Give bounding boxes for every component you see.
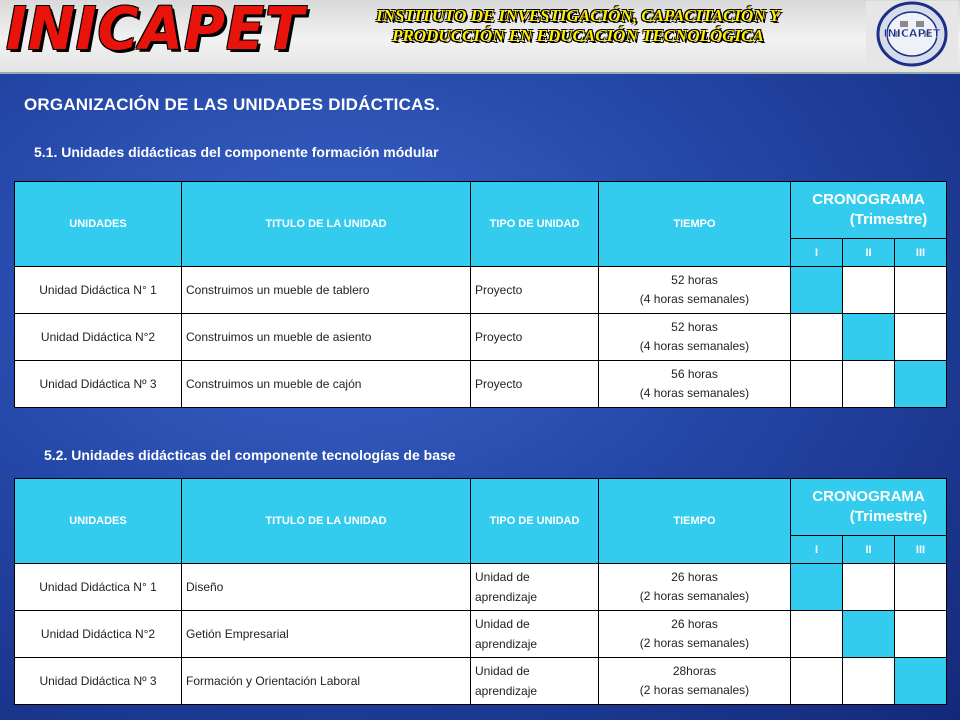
- schedule-cell-trimestre-1: [791, 564, 843, 611]
- col-header-trimestre-2: II: [843, 536, 895, 564]
- cell-unidad: Unidad Didáctica N° 1: [15, 267, 182, 314]
- schedule-cell-trimestre-3: [895, 611, 947, 658]
- table-row: [15, 267, 947, 314]
- cell-tiempo-horas: 26 horas: [671, 617, 718, 631]
- cell-tipo-line1: Unidad de: [475, 617, 530, 631]
- cronograma-label: CRONOGRAMA: [812, 488, 925, 505]
- col-header-trimestre-1: I: [791, 536, 843, 564]
- schedule-cell-trimestre-3: [895, 564, 947, 611]
- col-header-cronograma: [791, 479, 947, 536]
- cell-tiempo: [599, 564, 791, 611]
- schedule-cell-trimestre-1: [791, 611, 843, 658]
- cell-tipo-line1: Unidad de: [475, 664, 530, 678]
- cell-tipo-line2: aprendizaje: [475, 637, 538, 651]
- cell-tiempo: [599, 611, 791, 658]
- table-row: [15, 361, 947, 408]
- cell-tiempo: [599, 361, 791, 408]
- cell-titulo: Diseño: [182, 564, 471, 611]
- cell-unidad: Unidad Didáctica N° 1: [15, 564, 182, 611]
- cell-tiempo: [599, 267, 791, 314]
- cell-tipo: [471, 658, 599, 705]
- section1-title: 5.1. Unidades didácticas del componente formación módular: [34, 144, 439, 160]
- cell-tipo-line1: Unidad de: [475, 570, 530, 584]
- cell-unidad: Unidad Didáctica Nº 3: [15, 361, 182, 408]
- schedule-cell-trimestre-1: [791, 267, 843, 314]
- cell-titulo: Construimos un mueble de asiento: [182, 314, 471, 361]
- schedule-cell-trimestre-2: [843, 361, 895, 408]
- table-row: [15, 314, 947, 361]
- table-header-row: [15, 182, 947, 239]
- institute-name-line1: INSTITUTO DE INVESTIGACIÓN, CAPACITACIÓN Y: [376, 6, 780, 25]
- institute-name: [318, 6, 838, 46]
- cell-tipo: [471, 564, 599, 611]
- cell-tipo-line2: aprendizaje: [475, 590, 538, 604]
- schedule-cell-trimestre-1: [791, 361, 843, 408]
- cell-tiempo-semanales: (4 horas semanales): [639, 292, 750, 306]
- col-header-cronograma: [791, 182, 947, 239]
- header-bar: [0, 0, 960, 74]
- cell-unidad: Unidad Didáctica N°2: [15, 611, 182, 658]
- cell-tiempo-horas: 52 horas: [671, 320, 718, 334]
- schedule-cell-trimestre-1: [791, 658, 843, 705]
- cell-tipo: Proyecto: [471, 361, 599, 408]
- cell-tiempo: [599, 658, 791, 705]
- col-header-titulo: TITULO DE LA UNIDAD: [182, 182, 471, 267]
- cell-tiempo-semanales: (4 horas semanales): [639, 386, 750, 400]
- schedule-cell-trimestre-3: [895, 314, 947, 361]
- cell-tiempo-horas: 28horas: [672, 664, 717, 678]
- col-header-trimestre-1: I: [791, 239, 843, 267]
- schedule-cell-trimestre-2: [843, 267, 895, 314]
- schedule-cell-trimestre-3: [895, 658, 947, 705]
- table-row: [15, 564, 947, 611]
- table-row: [15, 658, 947, 705]
- cell-titulo: Construimos un mueble de tablero: [182, 267, 471, 314]
- col-header-tiempo: TIEMPO: [599, 479, 791, 564]
- cell-tiempo-semanales: (2 horas semanales): [639, 683, 750, 697]
- seal-wordmark: INICAPET: [883, 27, 941, 40]
- cell-titulo: Getión Empresarial: [182, 611, 471, 658]
- col-header-tiempo: TIEMPO: [599, 182, 791, 267]
- section2-title: 5.2. Unidades didácticas del componente tecnologías de base: [44, 447, 456, 463]
- cell-titulo: Construimos un mueble de cajón: [182, 361, 471, 408]
- cell-tiempo-semanales: (2 horas semanales): [639, 589, 750, 603]
- schedule-cell-trimestre-2: [843, 658, 895, 705]
- schedule-cell-trimestre-1: [791, 314, 843, 361]
- cell-tiempo-horas: 26 horas: [671, 570, 718, 584]
- logo-wordmark: INICAPET: [6, 0, 305, 64]
- cell-tiempo-semanales: (4 horas semanales): [639, 339, 750, 353]
- cronograma-label: CRONOGRAMA: [812, 191, 925, 208]
- cell-tipo: Proyecto: [471, 314, 599, 361]
- cell-tiempo-horas: 56 horas: [671, 367, 718, 381]
- col-header-unidades: UNIDADES: [15, 479, 182, 564]
- cell-tiempo: [599, 314, 791, 361]
- col-header-tipo: TIPO DE UNIDAD: [471, 479, 599, 564]
- schedule-cell-trimestre-2: [843, 611, 895, 658]
- schedule-cell-trimestre-3: [895, 267, 947, 314]
- section2-table: [14, 478, 947, 705]
- trimestre-label: (Trimestre): [849, 508, 928, 525]
- schedule-cell-trimestre-2: [843, 314, 895, 361]
- col-header-unidades: UNIDADES: [15, 182, 182, 267]
- cell-tiempo-semanales: (2 horas semanales): [639, 636, 750, 650]
- col-header-trimestre-2: II: [843, 239, 895, 267]
- cell-unidad: Unidad Didáctica N°2: [15, 314, 182, 361]
- table-row: [15, 611, 947, 658]
- col-header-trimestre-3: III: [895, 536, 947, 564]
- col-header-titulo: TITULO DE LA UNIDAD: [182, 479, 471, 564]
- institute-name-line2: PRODUCCIÓN EN EDUCACIÓN TECNOLÓGICA: [392, 26, 764, 45]
- cell-unidad: Unidad Didáctica Nº 3: [15, 658, 182, 705]
- col-header-tipo: TIPO DE UNIDAD: [471, 182, 599, 267]
- section1-table: [14, 181, 947, 408]
- cell-tipo: [471, 611, 599, 658]
- page-title: ORGANIZACIÓN DE LAS UNIDADES DIDÁCTICAS.: [24, 95, 441, 114]
- cell-tiempo-horas: 52 horas: [671, 273, 718, 287]
- col-header-trimestre-3: III: [895, 239, 947, 267]
- cell-tipo: Proyecto: [471, 267, 599, 314]
- cell-tipo-line2: aprendizaje: [475, 684, 538, 698]
- trimestre-label: (Trimestre): [849, 211, 928, 228]
- table-header-row: [15, 479, 947, 536]
- schedule-cell-trimestre-3: [895, 361, 947, 408]
- schedule-cell-trimestre-2: [843, 564, 895, 611]
- institute-seal-logo: [866, 1, 958, 67]
- cell-titulo: Formación y Orientación Laboral: [182, 658, 471, 705]
